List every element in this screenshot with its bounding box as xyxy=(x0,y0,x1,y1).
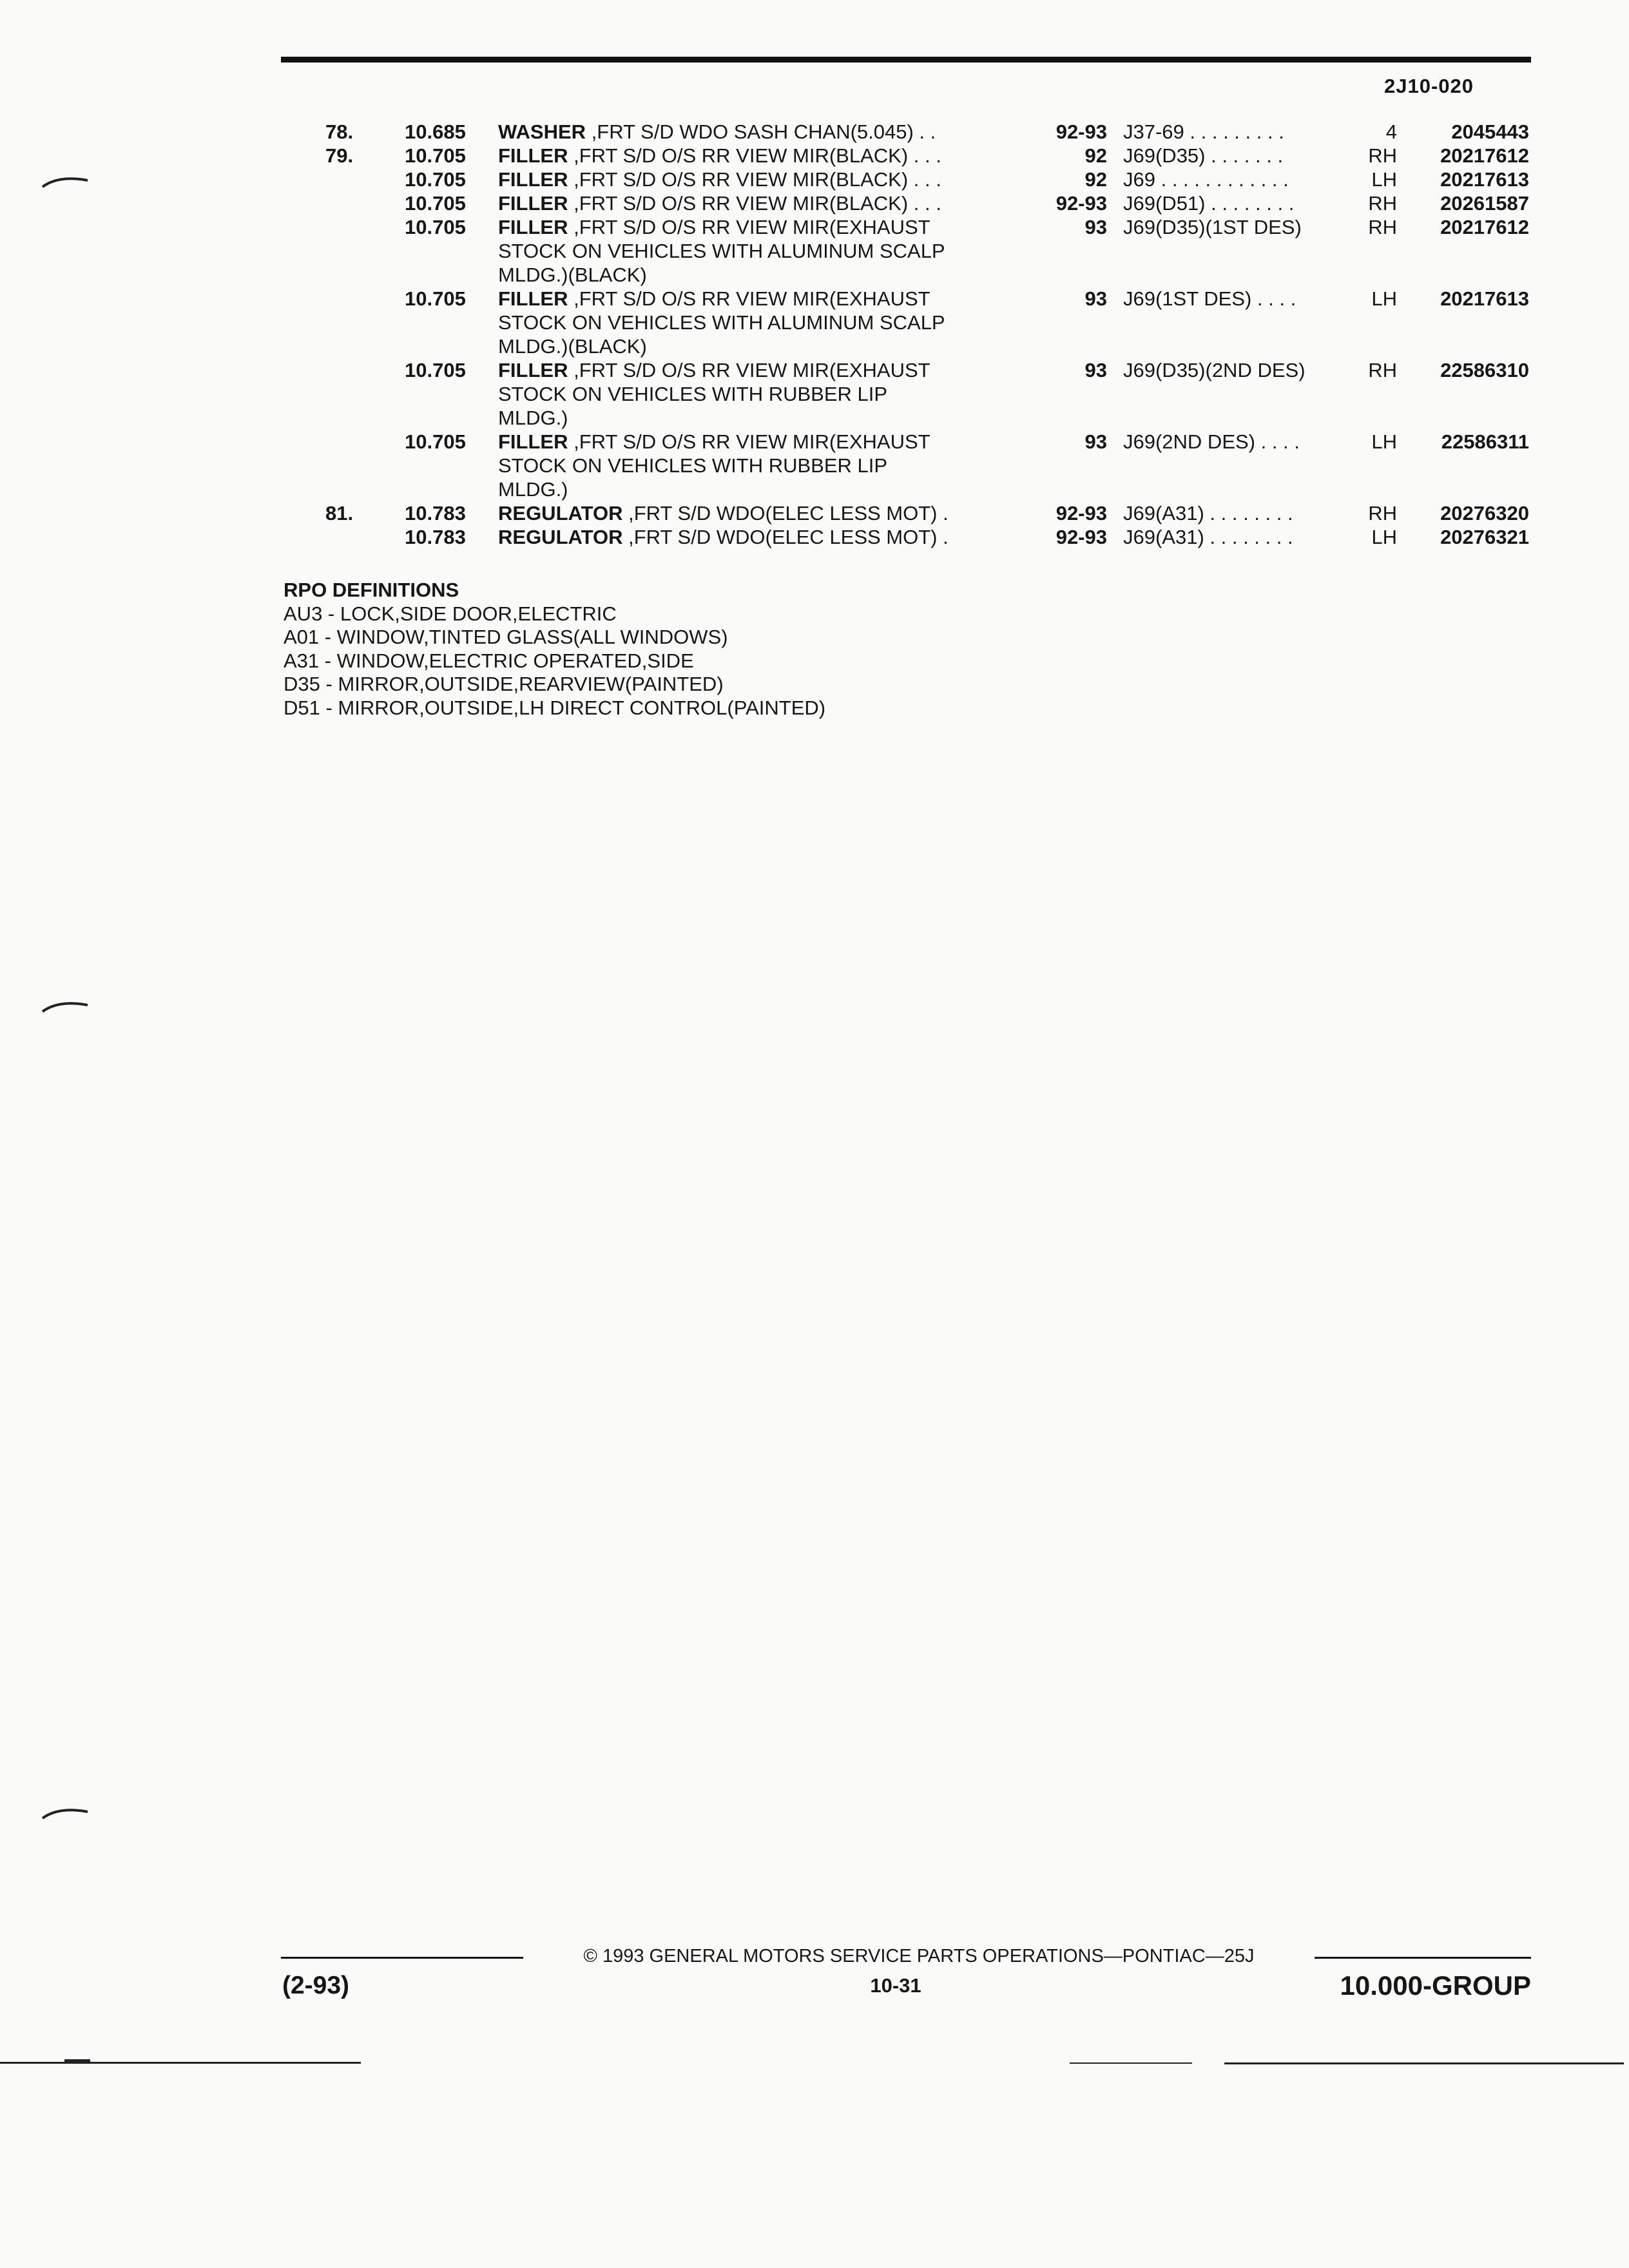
part-description xyxy=(498,406,1036,430)
part-description xyxy=(498,477,1036,501)
model-code: J69(D35)(1ST DES) xyxy=(1123,216,1302,238)
table-row xyxy=(0,477,1629,501)
part-detail: MLDG.)(BLACK) xyxy=(498,335,647,358)
part-number: 20261587 xyxy=(1440,192,1529,215)
model-years: 92-93 xyxy=(1055,192,1107,215)
scan-edge-line xyxy=(0,2062,361,2064)
part-detail: ,FRT S/D WDO SASH CHAN(5.045) . . xyxy=(586,120,936,143)
model-code: J69(A31) . . . . . . . . xyxy=(1123,502,1293,524)
document-code: 2J10-020 xyxy=(1384,75,1474,97)
part-detail: STOCK ON VEHICLES WITH ALUMINUM SCALP xyxy=(498,311,945,334)
rpo-item: AU3 - LOCK,SIDE DOOR,ELECTRIC xyxy=(284,602,617,625)
rpo-item: D35 - MIRROR,OUTSIDE,REARVIEW(PAINTED) xyxy=(284,673,724,695)
table-row xyxy=(0,501,1629,525)
part-description xyxy=(498,287,1036,311)
model-years: 93 xyxy=(1084,287,1107,310)
figure-number: 10.783 xyxy=(405,502,466,524)
side-or-qty: LH xyxy=(1371,168,1397,191)
rpo-item: D51 - MIRROR,OUTSIDE,LH DIRECT CONTROL(PAINTED) xyxy=(284,696,826,719)
scan-edge-mark xyxy=(64,2059,90,2064)
group-label: 10.000-GROUP xyxy=(1340,1970,1531,2001)
table-row xyxy=(0,430,1629,454)
part-name: FILLER xyxy=(498,359,568,381)
table-row xyxy=(0,382,1629,406)
part-detail: STOCK ON VEHICLES WITH RUBBER LIP xyxy=(498,454,888,477)
part-description xyxy=(498,168,1036,191)
part-detail: MLDG.) xyxy=(498,407,568,429)
table-row xyxy=(0,525,1629,549)
rpo-title: RPO DEFINITIONS xyxy=(284,579,459,601)
ref-number: 79. xyxy=(325,144,354,167)
rpo-definitions xyxy=(284,579,825,720)
part-detail: ,FRT S/D O/S RR VIEW MIR(EXHAUST xyxy=(568,359,930,381)
part-number: 20217612 xyxy=(1440,216,1529,238)
figure-number: 10.705 xyxy=(405,216,466,238)
side-or-qty: LH xyxy=(1371,526,1397,548)
part-detail: ,FRT S/D O/S RR VIEW MIR(BLACK) . . . xyxy=(568,168,941,191)
part-number: 20276321 xyxy=(1440,526,1529,548)
part-number: 20217613 xyxy=(1440,168,1529,191)
part-description xyxy=(498,239,1036,263)
part-number: 20276320 xyxy=(1440,502,1529,524)
part-name: FILLER xyxy=(498,287,568,310)
rpo-item: A31 - WINDOW,ELECTRIC OPERATED,SIDE xyxy=(284,649,694,672)
model-years: 92 xyxy=(1084,144,1107,167)
footer-rule-left xyxy=(281,1957,523,1959)
part-number: 20217612 xyxy=(1440,144,1529,167)
table-row xyxy=(0,120,1629,144)
table-row xyxy=(0,144,1629,168)
part-description xyxy=(498,120,1036,144)
part-detail: ,FRT S/D O/S RR VIEW MIR(EXHAUST xyxy=(568,287,930,310)
scan-edge-line xyxy=(1070,2062,1192,2064)
part-number: 22586311 xyxy=(1441,430,1529,453)
footer-rule-right xyxy=(1315,1957,1531,1959)
table-row xyxy=(0,263,1629,287)
model-years: 92-93 xyxy=(1055,526,1107,548)
model-code: J69(1ST DES) . . . . xyxy=(1123,287,1296,310)
part-name: FILLER xyxy=(498,144,568,167)
part-detail: ,FRT S/D WDO(ELEC LESS MOT) . xyxy=(622,502,949,524)
model-code: J69 . . . . . . . . . . . . xyxy=(1123,168,1289,191)
part-name: WASHER xyxy=(498,120,586,143)
part-name: FILLER xyxy=(498,168,568,191)
part-description xyxy=(498,525,1036,549)
parts-table xyxy=(0,120,1629,549)
part-description xyxy=(498,263,1036,287)
table-row xyxy=(0,454,1629,477)
model-years: 92-93 xyxy=(1055,502,1107,524)
table-row xyxy=(0,311,1629,334)
figure-number: 10.705 xyxy=(405,430,466,453)
table-row xyxy=(0,406,1629,430)
part-number: 2045443 xyxy=(1451,120,1529,143)
part-detail: ,FRT S/D WDO(ELEC LESS MOT) . xyxy=(622,526,949,548)
part-detail: MLDG.)(BLACK) xyxy=(498,264,647,286)
model-code: J69(D35)(2ND DES) xyxy=(1123,359,1306,381)
figure-number: 10.783 xyxy=(405,526,466,548)
part-name: FILLER xyxy=(498,216,568,238)
part-name: REGULATOR xyxy=(498,502,623,524)
model-code: J69(A31) . . . . . . . . xyxy=(1123,526,1293,548)
model-code: J69(D35) . . . . . . . xyxy=(1123,144,1284,167)
part-description xyxy=(498,501,1036,525)
binder-mark xyxy=(40,1804,92,1823)
side-or-qty: LH xyxy=(1371,430,1397,453)
table-row xyxy=(0,215,1629,239)
table-row xyxy=(0,287,1629,311)
table-row xyxy=(0,191,1629,215)
binder-mark xyxy=(40,997,92,1017)
ref-number: 78. xyxy=(325,120,354,143)
model-code: J37-69 . . . . . . . . . xyxy=(1123,120,1284,143)
model-code: J69(D51) . . . . . . . . xyxy=(1123,192,1295,215)
figure-number: 10.705 xyxy=(405,144,466,167)
part-description xyxy=(498,191,1036,215)
part-description xyxy=(498,358,1036,382)
part-description xyxy=(498,311,1036,334)
part-name: REGULATOR xyxy=(498,526,623,548)
figure-number: 10.705 xyxy=(405,359,466,381)
binder-mark xyxy=(40,173,92,192)
part-number: 20217613 xyxy=(1440,287,1529,310)
model-code: J69(2ND DES) . . . . xyxy=(1123,430,1300,453)
model-years: 93 xyxy=(1084,430,1107,453)
model-years: 92 xyxy=(1084,168,1107,191)
side-or-qty: RH xyxy=(1368,502,1397,524)
scan-edge-line xyxy=(1224,2062,1624,2064)
figure-number: 10.705 xyxy=(405,287,466,310)
page-number: 10-31 xyxy=(870,1974,921,1997)
part-detail: STOCK ON VEHICLES WITH ALUMINUM SCALP xyxy=(498,240,945,262)
part-detail: MLDG.) xyxy=(498,478,568,501)
model-years: 92-93 xyxy=(1055,120,1107,143)
revision-date: (2-93) xyxy=(282,1972,350,1999)
table-row xyxy=(0,239,1629,263)
part-detail: ,FRT S/D O/S RR VIEW MIR(BLACK) . . . xyxy=(568,144,941,167)
part-description xyxy=(498,144,1036,168)
figure-number: 10.685 xyxy=(405,120,466,143)
part-name: FILLER xyxy=(498,192,568,215)
part-description xyxy=(498,454,1036,477)
part-description xyxy=(498,382,1036,406)
model-years: 93 xyxy=(1084,359,1107,381)
ref-number: 81. xyxy=(325,502,354,524)
side-or-qty: RH xyxy=(1368,359,1397,381)
figure-number: 10.705 xyxy=(405,168,466,191)
table-row xyxy=(0,358,1629,382)
side-or-qty: RH xyxy=(1368,144,1397,167)
part-detail: STOCK ON VEHICLES WITH RUBBER LIP xyxy=(498,383,888,405)
figure-number: 10.705 xyxy=(405,192,466,215)
part-detail: ,FRT S/D O/S RR VIEW MIR(BLACK) . . . xyxy=(568,192,941,215)
part-number: 22586310 xyxy=(1440,359,1529,381)
model-years: 93 xyxy=(1084,216,1107,238)
part-name: FILLER xyxy=(498,430,568,453)
side-or-qty: 4 xyxy=(1385,120,1397,143)
part-detail: ,FRT S/D O/S RR VIEW MIR(EXHAUST xyxy=(568,216,930,238)
rpo-item: A01 - WINDOW,TINTED GLASS(ALL WINDOWS) xyxy=(284,626,728,648)
part-description xyxy=(498,334,1036,358)
part-description xyxy=(498,430,1036,454)
table-row xyxy=(0,168,1629,191)
part-description xyxy=(498,215,1036,239)
part-detail: ,FRT S/D O/S RR VIEW MIR(EXHAUST xyxy=(568,430,930,453)
side-or-qty: RH xyxy=(1368,216,1397,238)
table-row xyxy=(0,334,1629,358)
header-rule xyxy=(281,57,1531,62)
copyright-notice: © 1993 GENERAL MOTORS SERVICE PARTS OPERATIONS—PONTIAC—25J xyxy=(583,1946,1255,1966)
side-or-qty: LH xyxy=(1371,287,1397,310)
side-or-qty: RH xyxy=(1368,192,1397,215)
